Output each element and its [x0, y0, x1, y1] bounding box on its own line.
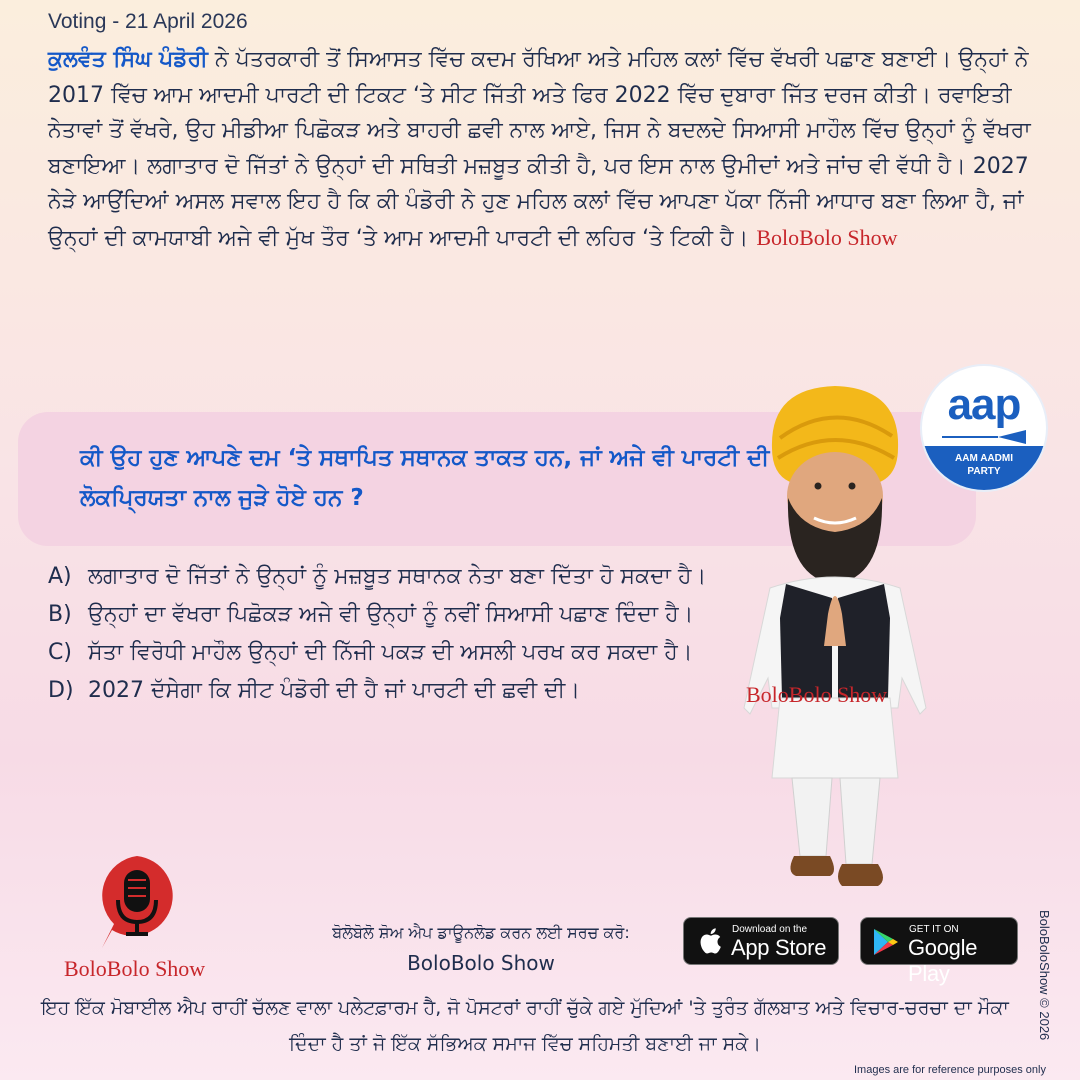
option-text: ਸੱਤਾ ਵਿਰੋਧੀ ਮਾਹੌਲ ਉਨ੍ਹਾਂ ਦੀ ਨਿੱਜੀ ਪਕੜ ਦੀ ਅਸਲੀ ਪਰਖ ਕਰ ਸਕਦਾ ਹੈ। [88, 640, 693, 665]
download-hint-text: ਬੋਲੋਬੋਲੋ ਸ਼ੋਅ ਐਪ ਡਾਊਨਲੋਡ ਕਰਨ ਲਈ ਸਰਚ ਕਰੋ: [332, 923, 630, 942]
option-text: ਉਨ੍ਹਾਂ ਦਾ ਵੱਖਰਾ ਪਿਛੋਕੜ ਅਜੇ ਵੀ ਉਨ੍ਹਾਂ ਨੂੰ ਨਵੀਂ ਸਿਆਸੀ ਪਛਾਣ ਦਿੰਦਾ ਹੈ। [88, 602, 694, 627]
option-letter: C) [48, 640, 72, 665]
answer-options [48, 560, 738, 712]
bolobolo-logo-text: BoloBolo Show [64, 956, 206, 981]
copyright-notice: BoloBoloShow © 2026 [1037, 910, 1052, 1041]
aap-party-logo [922, 366, 1046, 490]
app-store-large-text: App Store [731, 935, 827, 960]
option-letter: A) [48, 564, 72, 589]
option-d[interactable] [48, 674, 738, 708]
google-play-button[interactable] [860, 917, 1018, 986]
bolobolo-mic-icon [92, 852, 182, 952]
option-text: 2027 ਦੱਸੇਗਾ ਕਿ ਸੀਟ ਪੰਡੋਰੀ ਦੀ ਹੈ ਜਾਂ ਪਾਰਟੀ ਦੀ ਛਵੀ ਦੀ। [88, 678, 581, 703]
option-c[interactable] [48, 636, 738, 670]
apple-icon [698, 927, 722, 955]
broom-icon [942, 430, 1026, 444]
portrait-watermark: BoloBolo Show [746, 682, 888, 707]
politician-portrait [730, 378, 940, 908]
option-b[interactable] [48, 598, 738, 632]
option-letter: B) [48, 602, 72, 627]
option-text: ਲਗਾਤਾਰ ਦੋ ਜਿੱਤਾਂ ਨੇ ਉਨ੍ਹਾਂ ਨੂੰ ਮਜ਼ਬੂਤ ਸਥਾਨਕ ਨੇਤਾ ਬਣਾ ਦਿੱਤਾ ਹੋ ਸਕਦਾ ਹੈ। [88, 564, 707, 589]
reference-disclaimer: Images are for reference purposes only [854, 1064, 1046, 1076]
option-letter: D) [48, 678, 74, 703]
google-play-icon [873, 928, 899, 956]
google-play-large-text: Google Play [908, 935, 978, 986]
app-name: BoloBolo Show [407, 951, 555, 975]
google-play-small-text: GET IT ON [909, 924, 959, 935]
politician-name: ਕੁਲਵੰਤ ਸਿੰਘ ਪੰਡੋਰੀ [48, 47, 208, 72]
aap-band-line1: AAM AADMI [955, 453, 1013, 464]
aap-band-line2: PARTY [967, 466, 1001, 477]
option-a[interactable] [48, 560, 738, 594]
aap-band [922, 446, 1046, 490]
download-hint [300, 918, 662, 978]
app-store-button[interactable] [683, 917, 839, 965]
intro-paragraph [48, 42, 1038, 256]
footer-description: ਇਹ ਇੱਕ ਮੋਬਾਈਲ ਐਪ ਰਾਹੀਂ ਚੱਲਣ ਵਾਲਾ ਪਲੇਟਫ਼ਾਰਮ ਹੈ, ਜੋ ਪੋਸਟਰਾਂ ਰਾਹੀਂ ਚੁੱਕੇ ਗਏ ਮੁੱਦਿਆਂ 'ਤੇ ਤੁਰੰਤ ਗੱਲਬਾਤ ਅਤੇ ਵਿਚਾਰ-ਚਰਚਾ ਦਾ ਮੌਕਾ ਦਿੰਦਾ ਹੈ ਤਾਂ ਜੋ ਇੱਕ ਸੱਭਿਅਕ ਸਮਾਜ ਵਿੱਚ ਸਹਿਮਤੀ ਬਣਾਈ ਜਾ ਸਕੇ। [41, 997, 1009, 1055]
aap-wordmark: aap [947, 380, 1021, 429]
poll-date: Voting - 21 April 2026 [48, 10, 248, 33]
intro-watermark: BoloBolo Show [756, 224, 898, 250]
poll-question: ਕੀ ਉਹ ਹੁਣ ਆਪਣੇ ਦਮ ‘ਤੇ ਸਥਾਪਿਤ ਸਥਾਨਕ ਤਾਕਤ ਹਨ, ਜਾਂ ਅਜੇ ਵੀ ਪਾਰਟੀ ਦੀ ਲੋਕਪ੍ਰਿਯਤਾ ਨਾਲ ਜੁੜੇ ਹੋਏ ਹਨ ? [80, 445, 770, 511]
intro-text: ਨੇ ਪੱਤਰਕਾਰੀ ਤੋਂ ਸਿਆਸਤ ਵਿੱਚ ਕਦਮ ਰੱਖਿਆ ਅਤੇ ਮਹਿਲ ਕਲਾਂ ਵਿੱਚ ਵੱਖਰੀ ਪਛਾਣ ਬਣਾਈ। ਉਨ੍ਹਾਂ ਨੇ 2017 ਵਿੱਚ ਆਮ ਆਦਮੀ ਪਾਰਟੀ ਦੀ ਟਿਕਟ ‘ਤੇ ਸੀਟ ਜਿੱਤੀ ਅਤੇ ਫਿਰ 2022 ਵਿੱਚ ਦੁਬਾਰਾ ਜਿੱਤ ਦਰਜ ਕੀਤੀ। ਰਵਾਇਤੀ ਨੇਤਾਵਾਂ ਤੋਂ ਵੱਖਰੇ, ਉਹ ਮੀਡੀਆ ਪਿਛੋਕੜ ਅਤੇ ਬਾਹਰੀ ਛਵੀ ਨਾਲ ਆਏ, ਜਿਸ ਨੇ ਬਦਲਦੇ ਸਿਆਸੀ ਮਾਹੌਲ ਵਿੱਚ ਉਨ੍ਹਾਂ ਨੂੰ ਵੱਖਰਾ ਬਣਾਇਆ। ਲਗਾਤਾਰ ਦੋ ਜਿੱਤਾਂ ਨੇ ਉਨ੍ਹਾਂ ਦੀ ਸਥਿਤੀ ਮਜ਼ਬੂਤ ਕੀਤੀ ਹੈ, ਪਰ ਇਸ ਨਾਲ ਉਮੀਦਾਂ ਅਤੇ ਜਾਂਚ ਵੀ ਵੱਧੀ ਹੈ। 2027 ਨੇੜੇ ਆਉਂਦਿਆਂ ਅਸਲ ਸਵਾਲ ਇਹ ਹੈ ਕਿ ਕੀ ਪੰਡੋਰੀ ਨੇ ਹੁਣ ਮਹਿਲ ਕਲਾਂ ਵਿੱਚ ਆਪਣਾ ਪੱਕਾ ਨਿੱਜੀ ਆਧਾਰ ਬਣਾ ਲਿਆ ਹੈ, ਜਾਂ ਉਨ੍ਹਾਂ ਦੀ ਕਾਮਯਾਬੀ ਅਜੇ ਵੀ ਮੁੱਖ ਤੌਰ ‘ਤੇ ਆਮ ਆਦਮੀ ਪਾਰਟੀ ਦੀ ਲਹਿਰ ‘ਤੇ ਟਿਕੀ ਹੈ। [48, 47, 1031, 251]
app-store-small-text: Download on the [732, 924, 808, 935]
